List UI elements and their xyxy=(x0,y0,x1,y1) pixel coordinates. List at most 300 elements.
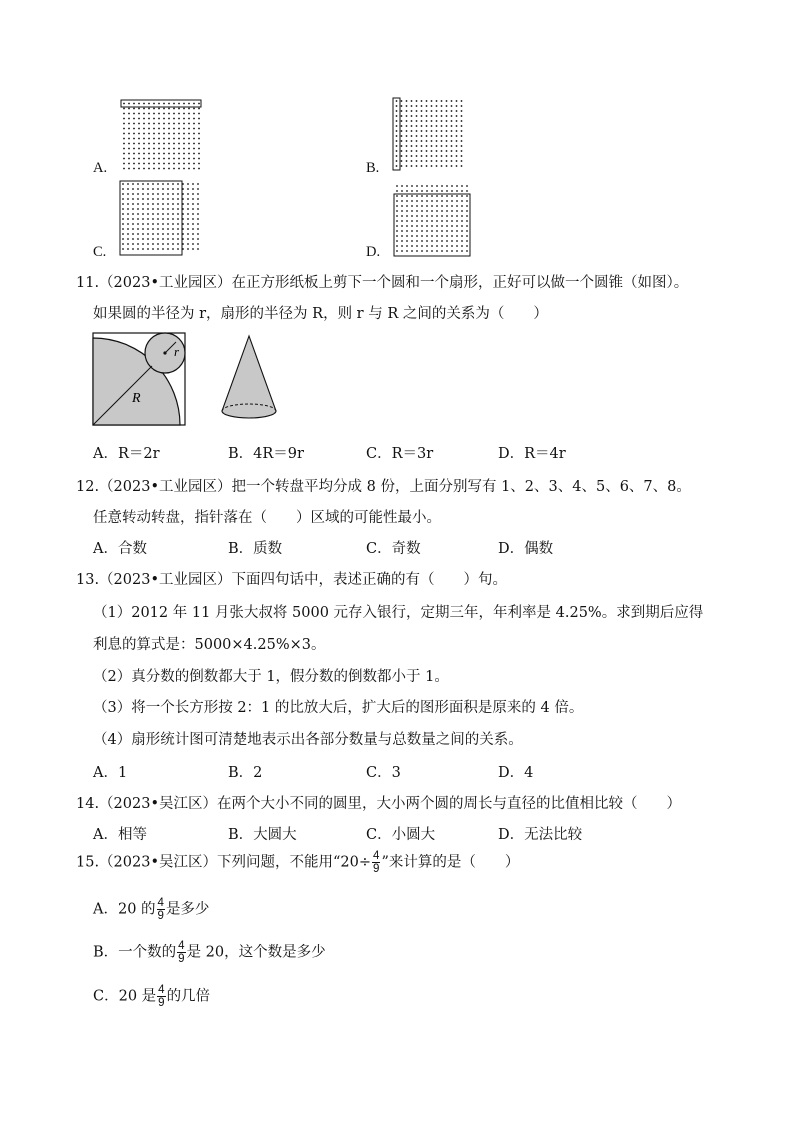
grid-dot xyxy=(177,218,179,220)
grid-dot xyxy=(127,198,129,200)
grid-dot xyxy=(177,188,179,190)
grid-dot xyxy=(198,153,200,155)
grid-dot xyxy=(193,128,195,130)
grid-dot xyxy=(157,198,159,200)
grid-dot xyxy=(172,203,174,205)
grid-dot xyxy=(451,250,453,252)
grid-dot xyxy=(461,140,463,142)
grid-dot xyxy=(416,220,418,222)
q15-option-c-fraction: $\frac{4}{9}$ xyxy=(158,984,165,1009)
grid-dot xyxy=(188,153,190,155)
grid-dot xyxy=(401,155,403,157)
grid-dot xyxy=(172,213,174,215)
grid-dot xyxy=(446,245,448,247)
grid-dot xyxy=(441,140,443,142)
grid-dot xyxy=(197,208,199,210)
grid-dot xyxy=(197,198,199,200)
grid-dot xyxy=(132,218,134,220)
grid-dot xyxy=(406,185,408,187)
grid-dot xyxy=(421,105,423,107)
grid-dot xyxy=(406,115,408,117)
grid-dot xyxy=(122,233,124,235)
grid-dot xyxy=(396,115,398,117)
grid-dot xyxy=(193,163,195,165)
grid-dot xyxy=(436,230,438,232)
grid-dot xyxy=(153,163,155,165)
q14-option-a[interactable]: A．相等 xyxy=(93,827,147,843)
grid-dot xyxy=(197,223,199,225)
grid-dot xyxy=(198,113,200,115)
grid-dot xyxy=(128,153,130,155)
grid-dot xyxy=(421,140,423,142)
grid-dot xyxy=(172,198,174,200)
grid-dot xyxy=(183,153,185,155)
grid-dot xyxy=(396,125,398,127)
grid-dot xyxy=(188,138,190,140)
q13-stem: 13.（2023•工业园区）下面四句话中，表述正确的有（ ）句。 xyxy=(76,572,508,588)
q10-option-b-label[interactable]: B. xyxy=(366,160,380,176)
grid-dot xyxy=(436,110,438,112)
grid-dot xyxy=(193,123,195,125)
grid-dot xyxy=(421,150,423,152)
grid-dot xyxy=(411,100,413,102)
grid-dot xyxy=(128,128,130,130)
grid-dot xyxy=(177,243,179,245)
grid-dot xyxy=(446,200,448,202)
grid-dot xyxy=(173,118,175,120)
grid-dot xyxy=(456,140,458,142)
grid-dot xyxy=(188,133,190,135)
grid-dot xyxy=(133,168,135,170)
grid-dot xyxy=(133,128,135,130)
grid-dot xyxy=(396,155,398,157)
grid-dot xyxy=(401,235,403,237)
grid-dot xyxy=(152,213,154,215)
grid-dot xyxy=(168,123,170,125)
grid-dot xyxy=(167,228,169,230)
grid-dot xyxy=(456,115,458,117)
grid-dot xyxy=(177,238,179,240)
grid-dot xyxy=(127,233,129,235)
grid-dot xyxy=(152,193,154,195)
q12-option-d[interactable]: D．偶数 xyxy=(498,541,554,557)
grid-dot xyxy=(456,185,458,187)
grid-dot xyxy=(466,210,468,212)
grid-dot xyxy=(416,165,418,167)
q10-figure-a xyxy=(120,98,204,170)
grid-dot xyxy=(396,185,398,187)
grid-dot xyxy=(406,135,408,137)
grid-dot xyxy=(416,130,418,132)
grid-dot xyxy=(451,125,453,127)
grid-dot xyxy=(431,195,433,197)
grid-dot xyxy=(143,153,145,155)
q12-option-a[interactable]: A．合数 xyxy=(93,541,147,557)
grid-dot xyxy=(461,135,463,137)
q14-option-d[interactable]: D．无法比较 xyxy=(498,827,583,843)
grid-dot xyxy=(446,130,448,132)
grid-dot xyxy=(411,200,413,202)
grid-dot xyxy=(137,198,139,200)
grid-dot xyxy=(441,245,443,247)
grid-dot xyxy=(183,133,185,135)
grid-dot xyxy=(192,198,194,200)
grid-dot xyxy=(123,108,125,110)
grid-dot xyxy=(128,123,130,125)
grid-dot xyxy=(406,190,408,192)
grid-dot xyxy=(152,228,154,230)
grid-dot xyxy=(466,240,468,242)
grid-dot xyxy=(436,130,438,132)
grid-dot xyxy=(182,203,184,205)
grid-dot xyxy=(132,243,134,245)
grid-dot xyxy=(406,195,408,197)
grid-dot xyxy=(157,223,159,225)
grid-dot xyxy=(168,148,170,150)
grid-dot xyxy=(168,143,170,145)
q11-stem-line2: 如果圆的半径为 r，扇形的半径为 R，则 r 与 R 之间的关系为（ ） xyxy=(93,306,548,322)
grid-dot xyxy=(148,168,150,170)
grid-dot xyxy=(132,203,134,205)
grid-dot xyxy=(416,160,418,162)
q15-option-a[interactable]: A．20 的 $\frac{4}{9}$ 是多少 xyxy=(93,897,210,922)
grid-dot xyxy=(192,213,194,215)
grid-dot xyxy=(138,118,140,120)
grid-dot xyxy=(173,138,175,140)
grid-dot xyxy=(158,128,160,130)
grid-dot xyxy=(147,248,149,250)
grid-dot xyxy=(461,110,463,112)
grid-dot xyxy=(182,193,184,195)
q13-option-a[interactable]: A．1 xyxy=(93,765,128,781)
grid-dot xyxy=(426,120,428,122)
grid-dot xyxy=(183,108,185,110)
grid-dot xyxy=(416,235,418,237)
grid-dot xyxy=(143,123,145,125)
grid-dot xyxy=(411,125,413,127)
grid-dot xyxy=(138,113,140,115)
grid-dot xyxy=(193,148,195,150)
q11-option-d[interactable]: D．R＝4r xyxy=(498,446,566,462)
grid-dot xyxy=(461,225,463,227)
grid-dot xyxy=(172,228,174,230)
grid-dot xyxy=(127,183,129,185)
grid-dot xyxy=(163,153,165,155)
grid-dot xyxy=(172,233,174,235)
grid-dot xyxy=(162,243,164,245)
grid-dot xyxy=(406,220,408,222)
q14-option-b[interactable]: B．大圆大 xyxy=(228,827,297,843)
grid-dot xyxy=(451,115,453,117)
grid-dot xyxy=(123,113,125,115)
grid-dot xyxy=(426,125,428,127)
grid-dot xyxy=(183,168,185,170)
grid-dot xyxy=(456,100,458,102)
grid-dot xyxy=(148,103,150,105)
grid-dot xyxy=(133,138,135,140)
grid-dot xyxy=(411,230,413,232)
grid-dot xyxy=(198,168,200,170)
grid-dot xyxy=(441,195,443,197)
grid-dot xyxy=(401,160,403,162)
grid-dot xyxy=(406,215,408,217)
grid-dot xyxy=(431,100,433,102)
grid-dot xyxy=(416,230,418,232)
grid-dot xyxy=(143,148,145,150)
grid-dot xyxy=(142,223,144,225)
grid-dot xyxy=(142,218,144,220)
grid-dot xyxy=(152,188,154,190)
grid-dot xyxy=(123,118,125,120)
grid-dot xyxy=(441,215,443,217)
grid-dot xyxy=(143,128,145,130)
q11-fig-r-label: r xyxy=(174,344,180,359)
grid-dot xyxy=(406,150,408,152)
grid-dot xyxy=(396,210,398,212)
q13-option-d[interactable]: D．4 xyxy=(498,765,534,781)
grid-dot xyxy=(143,143,145,145)
grid-dot xyxy=(127,218,129,220)
grid-dot xyxy=(187,223,189,225)
grid-dot xyxy=(416,240,418,242)
grid-dot xyxy=(441,205,443,207)
grid-dot xyxy=(451,200,453,202)
grid-dot xyxy=(197,238,199,240)
q10-figure-c xyxy=(119,180,203,258)
grid-dot xyxy=(133,163,135,165)
grid-dot xyxy=(461,120,463,122)
grid-dot xyxy=(426,165,428,167)
grid-dot xyxy=(162,193,164,195)
grid-dot xyxy=(411,185,413,187)
q15-option-b[interactable]: B．一个数的 $\frac{4}{9}$ 是 20，这个数是多少 xyxy=(93,940,326,965)
grid-dot xyxy=(466,220,468,222)
q13-option-c[interactable]: C．3 xyxy=(366,765,401,781)
grid-dot xyxy=(123,133,125,135)
grid-dot xyxy=(128,103,130,105)
q13-option-b[interactable]: B．2 xyxy=(228,765,263,781)
grid-dot xyxy=(162,188,164,190)
grid-dot xyxy=(133,158,135,160)
grid-dot xyxy=(421,130,423,132)
grid-dot xyxy=(431,135,433,137)
grid-dot xyxy=(411,120,413,122)
grid-dot xyxy=(441,115,443,117)
grid-dot xyxy=(431,145,433,147)
grid-dot xyxy=(147,218,149,220)
grid-dot xyxy=(142,243,144,245)
grid-dot xyxy=(137,223,139,225)
grid-dot xyxy=(173,153,175,155)
grid-dot xyxy=(137,248,139,250)
grid-dot xyxy=(147,193,149,195)
grid-dot xyxy=(163,103,165,105)
grid-dot xyxy=(426,135,428,137)
grid-dot xyxy=(396,235,398,237)
grid-dot xyxy=(436,145,438,147)
q10-figure-b xyxy=(391,96,467,172)
grid-dot xyxy=(451,140,453,142)
grid-dot xyxy=(162,233,164,235)
grid-dot xyxy=(431,120,433,122)
grid-dot xyxy=(193,133,195,135)
grid-dot xyxy=(193,158,195,160)
grid-dot xyxy=(182,188,184,190)
grid-dot xyxy=(421,165,423,167)
grid-dot xyxy=(436,235,438,237)
grid-dot xyxy=(168,128,170,130)
q15-stem xyxy=(76,850,519,875)
grid-dot xyxy=(132,188,134,190)
grid-dot xyxy=(426,145,428,147)
q15-option-c[interactable]: C．20 是 $\frac{4}{9}$ 的几倍 xyxy=(93,984,211,1009)
grid-dot xyxy=(431,250,433,252)
q12-option-b[interactable]: B．质数 xyxy=(228,541,283,557)
grid-dot xyxy=(416,245,418,247)
grid-dot xyxy=(167,203,169,205)
grid-dot xyxy=(436,165,438,167)
grid-dot xyxy=(127,213,129,215)
grid-dot xyxy=(167,208,169,210)
grid-dot xyxy=(192,223,194,225)
grid-dot xyxy=(188,103,190,105)
grid-dot xyxy=(421,220,423,222)
grid-dot xyxy=(421,185,423,187)
grid-dot xyxy=(188,128,190,130)
grid-dot xyxy=(187,183,189,185)
grid-dot xyxy=(421,160,423,162)
grid-dot xyxy=(177,223,179,225)
grid-dot xyxy=(436,245,438,247)
grid-dot xyxy=(411,165,413,167)
grid-dot xyxy=(451,165,453,167)
grid-dot xyxy=(193,113,195,115)
grid-dot xyxy=(411,220,413,222)
grid-dot xyxy=(127,228,129,230)
q11-option-b[interactable]: B．4R＝9r xyxy=(228,446,304,462)
grid-dot xyxy=(411,205,413,207)
grid-dot xyxy=(128,108,130,110)
grid-dot xyxy=(177,203,179,205)
q15-stem-pre: 15.（2023•吴江区）下列问题，不能用“20÷ xyxy=(76,854,372,871)
grid-dot xyxy=(167,238,169,240)
grid-dot xyxy=(461,205,463,207)
grid-dot xyxy=(187,198,189,200)
grid-dot xyxy=(187,238,189,240)
grid-dot xyxy=(426,140,428,142)
q12-option-c[interactable]: C．奇数 xyxy=(366,541,421,557)
grid-dot xyxy=(182,218,184,220)
grid-dot xyxy=(426,230,428,232)
grid-dot xyxy=(426,130,428,132)
grid-dot xyxy=(436,135,438,137)
grid-dot xyxy=(406,230,408,232)
grid-dot xyxy=(167,198,169,200)
grid-dot xyxy=(147,223,149,225)
grid-dot xyxy=(421,215,423,217)
grid-dot xyxy=(143,163,145,165)
grid-dot xyxy=(162,213,164,215)
grid-dot xyxy=(193,153,195,155)
grid-dot xyxy=(177,198,179,200)
grid-dot xyxy=(396,250,398,252)
grid-dot xyxy=(183,128,185,130)
grid-dot xyxy=(123,143,125,145)
grid-dot xyxy=(396,150,398,152)
grid-dot xyxy=(168,168,170,170)
grid-dot xyxy=(421,195,423,197)
grid-dot xyxy=(182,213,184,215)
grid-dot xyxy=(182,248,184,250)
grid-dot xyxy=(132,198,134,200)
q11-option-a[interactable]: A．R＝2r xyxy=(93,446,160,462)
grid-dot xyxy=(173,143,175,145)
grid-dot xyxy=(436,200,438,202)
grid-dot xyxy=(456,225,458,227)
grid-dot xyxy=(456,120,458,122)
grid-dot xyxy=(167,188,169,190)
grid-dot xyxy=(396,145,398,147)
grid-dot xyxy=(133,153,135,155)
q10-option-d-label[interactable]: D. xyxy=(366,244,381,260)
grid-dot xyxy=(426,210,428,212)
grid-dot xyxy=(148,113,150,115)
grid-dot xyxy=(461,250,463,252)
grid-dot xyxy=(411,160,413,162)
grid-dot xyxy=(411,130,413,132)
grid-dot xyxy=(132,193,134,195)
grid-dot xyxy=(406,235,408,237)
q13-statement-2: （2）真分数的倒数都大于 1，假分数的倒数都小于 1。 xyxy=(93,669,449,685)
grid-dot xyxy=(188,118,190,120)
grid-dot xyxy=(178,138,180,140)
grid-dot xyxy=(441,110,443,112)
grid-dot xyxy=(396,110,398,112)
grid-dot xyxy=(168,108,170,110)
grid-dot xyxy=(431,230,433,232)
grid-dot xyxy=(456,130,458,132)
grid-dot xyxy=(401,210,403,212)
grid-dot xyxy=(426,185,428,187)
grid-dot xyxy=(436,205,438,207)
grid-dot xyxy=(133,108,135,110)
grid-dot xyxy=(157,228,159,230)
grid-dot xyxy=(198,163,200,165)
grid-dot xyxy=(132,233,134,235)
grid-dot xyxy=(167,233,169,235)
q14-option-c[interactable]: C．小圆大 xyxy=(366,827,436,843)
q11-option-c[interactable]: C．R＝3r xyxy=(366,446,434,462)
grid-dot xyxy=(157,233,159,235)
grid-dot xyxy=(163,143,165,145)
grid-dot xyxy=(461,150,463,152)
grid-dot xyxy=(157,218,159,220)
grid-dot xyxy=(416,200,418,202)
grid-dot xyxy=(147,183,149,185)
grid-dot xyxy=(461,195,463,197)
q10-option-a-label[interactable]: A. xyxy=(93,160,108,176)
grid-dot xyxy=(446,115,448,117)
grid-dot xyxy=(173,148,175,150)
grid-dot xyxy=(436,105,438,107)
grid-dot xyxy=(172,183,174,185)
grid-dot xyxy=(421,250,423,252)
grid-dot xyxy=(172,208,174,210)
grid-dot xyxy=(451,135,453,137)
grid-dot xyxy=(183,158,185,160)
grid-dot xyxy=(148,158,150,160)
q10-option-c-label[interactable]: C. xyxy=(93,244,107,260)
